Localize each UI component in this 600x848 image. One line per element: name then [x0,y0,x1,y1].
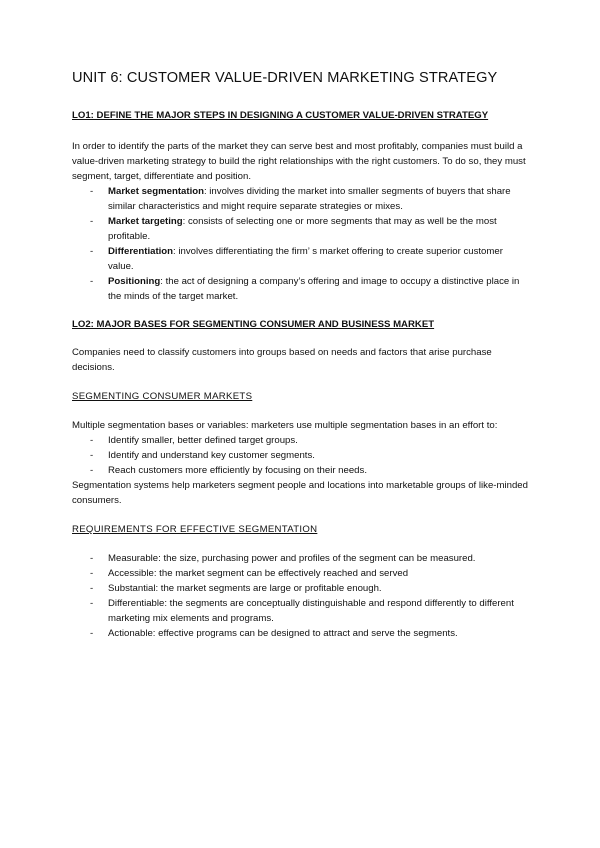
bullet-dash: - [90,216,94,227]
list-item [72,433,528,448]
bullet-dash: - [90,553,94,564]
bullet-dash: - [90,435,94,446]
document-page [72,70,528,641]
list-item-text: Differentiable: the segments are conceptually distinguishable and respond differently to different marketing mix elements and programs. [108,598,514,624]
list-item-text: Accessible: the market segment can be effectively reached and served [108,568,409,579]
list-item [72,274,528,304]
consumer-outro: Segmentation systems help marketers segment people and locations into marketable groups of like-minded consumers. [72,480,528,506]
list-item-text: Measurable: the size, purchasing power and profiles of the segment can be measured. [108,553,476,564]
list-item-text: Actionable: effective programs can be designed to attract and serve the segments. [108,628,458,639]
list-item-text: Reach customers more efficiently by focusing on their needs. [108,465,367,476]
definition: : involves dividing the market into smaller segments of buyers that share similar characteristics and might require separate strategies or mixes. [108,186,511,212]
term: Positioning [108,276,161,287]
list-item [72,581,528,596]
lo1-intro: In order to identify the parts of the market they can serve best and most profitably, companies must build a value-driven marketing strategy to build the right relationships with the right customers. To do so, they must segment, target, differentiate and position. [72,141,526,182]
consumer-goals-list [72,433,528,478]
list-item [72,244,528,274]
term: Market segmentation [108,186,204,197]
bullet-dash: - [90,583,94,594]
term: Differentiation [108,246,174,257]
bullet-dash: - [90,246,94,257]
consumer-intro: Multiple segmentation bases or variables: marketers use multiple segmentation bases in an effort to: [72,420,498,431]
list-item [72,184,528,214]
bullet-dash: - [90,186,94,197]
bullet-dash: - [90,598,94,609]
consumer-markets-subheading: SEGMENTING CONSUMER MARKETS [72,391,253,402]
list-item [72,463,528,478]
page-title: UNIT 6: CUSTOMER VALUE-DRIVEN MARKETING STRATEGY [72,70,498,86]
list-item [72,448,528,463]
list-item-text: Identify smaller, better defined target groups. [108,435,298,446]
lo1-heading: LO1: DEFINE THE MAJOR STEPS IN DESIGNING A CUSTOMER VALUE-DRIVEN STRATEGY [72,110,489,121]
bullet-dash: - [90,276,94,287]
list-item [72,626,528,641]
lo1-steps-list [72,184,528,304]
lo2-intro: Companies need to classify customers into groups based on needs and factors that arise purchase decisions. [72,347,492,373]
list-item [72,214,528,244]
list-item [72,551,528,566]
list-item [72,566,528,581]
term: Market targeting [108,216,183,227]
bullet-dash: - [90,628,94,639]
definition: : the act of designing a company’s offering and image to occupy a distinctive place in the minds of the target market. [108,276,520,302]
definition: : involves differentiating the firm’ s market offering to create superior customer value. [108,246,503,272]
bullet-dash: - [90,465,94,476]
definition: : consists of selecting one or more segments that may as well be the most profitable. [108,216,497,242]
bullet-dash: - [90,450,94,461]
list-item-text: Identify and understand key customer segments. [108,450,315,461]
requirements-list [72,551,528,641]
list-item-text: Substantial: the market segments are large or profitable enough. [108,583,382,594]
lo2-heading: LO2: MAJOR BASES FOR SEGMENTING CONSUMER AND BUSINESS MARKET [72,319,435,330]
list-item [72,596,528,626]
requirements-subheading: REQUIREMENTS FOR EFFECTIVE SEGMENTATION [72,524,318,535]
bullet-dash: - [90,568,94,579]
